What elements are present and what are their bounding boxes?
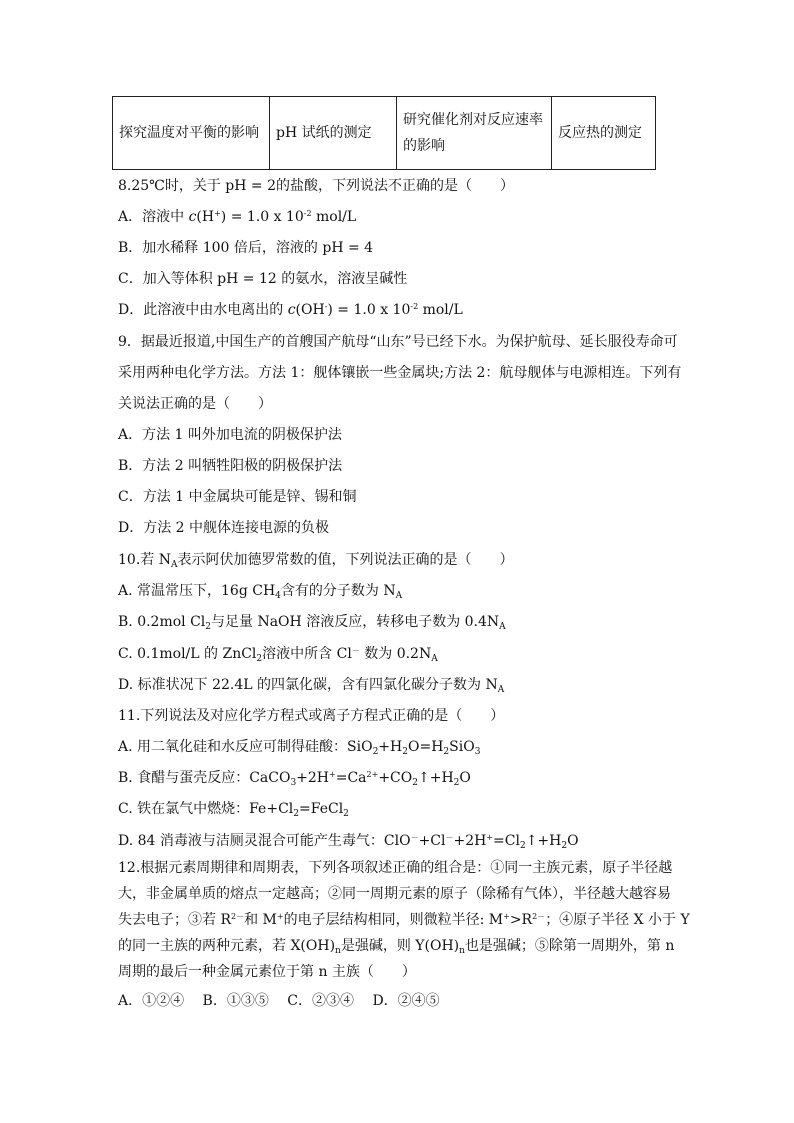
q11-option-b: B. 食醋与蛋壳反应：$CaCO_3+2H^+=Ca^{2+}+CO_2↑+H_2O$ (118, 770, 471, 788)
q8-option-b: B．加水稀释 100 倍后，溶液的 pH = 4 (118, 240, 374, 256)
q8-option-c: C．加入等体积 pH = 12 的氨水，溶液呈碱性 (118, 271, 408, 287)
q9-option-b: B．方法 2 叫牺牲阳极的阴极保护法 (118, 458, 343, 474)
q10-option-b: B. 0.2mol $Cl_2$与足量 NaOH 溶液反应，转移电子数为 $0.4N_A$ (118, 614, 506, 632)
q12-stem: 12.根据元素周期律和周期表，下列各项叙述正确的组合是：①同一主族元素，原子半径越 大，非金属单质的熔点一定越高；②同一周期元素的原子（除稀有气体），半径越大越容易 失去电子；③若 $R^{2-}$和 M+的电子层结构相同，则微粒半径: $M^+>R^{2-}$；④原子半径 X 小于 Y 的同一主族的两种元素，若 $X(OH)_n$是强碱，则 $Y(OH)_n$也是强碱；⑤除第一周期外，第 n 周期的最后一种金属元素位于第 n 主族（ ） (118, 860, 690, 980)
experiment-table (112, 96, 656, 170)
q10-stem: 10.若 $N_A$表示阿伏加德罗常数的值，下列说法正确的是（ ） (118, 552, 514, 570)
q9-option-c: C．方法 1 中金属块可能是锌、锡和铜 (118, 489, 357, 505)
table-cell: 研究催化剂对反应速率的影响 (397, 97, 552, 170)
table-row (113, 97, 656, 170)
table-cell: 反应热的测定 (552, 97, 656, 170)
q10-option-d: D. 标准状况下 22.4L 的四氯化碳，含有四氯化碳分子数为 $N_A$ (118, 677, 505, 695)
q11-option-d: D. 84 消毒液与洁厕灵混合可能产生毒气：$ClO^-+Cl^-+2H^+=Cl_2↑+H_2O$ (118, 833, 579, 851)
q9-stem: 9．据最近报道,中国生产的首艘国产航母“山东”号已经下水。为保护航母、延长服役寿命可 采用两种电化学方法。方法 1：舰体镶嵌一些金属块;方法 2：航母舰体与电源相连。下列有 关说法正确的是（ ） (118, 334, 682, 412)
q8-option-a: A．溶液中 c(H+) = 1.0 x $10^{-2}$ mol/L (118, 209, 357, 225)
q8-stem: 8.25℃时，关于 pH = 2的盐酸，下列说法不正确的是（ ） (118, 178, 514, 194)
q11-option-c: C. 铁在氯气中燃烧：$Fe+Cl_2=FeCl_2$ (118, 801, 349, 819)
q12-options: A．①②④ B．①③⑤ C．②③④ D．②④⑤ (118, 993, 440, 1009)
q10-option-c: C. 0.1mol/L 的 ZnCl$_2$溶液中所含 Cl－ 数为 $0.2N_A$ (118, 646, 438, 664)
table-cell: 探究温度对平衡的影响 (113, 97, 270, 170)
q11-stem: 11.下列说法及对应化学方程式或离子方程式正确的是（ ） (118, 708, 505, 724)
q8-option-d: D．此溶液中由水电离出的 c(OH-) = 1.0 x $10^{-2}$ mol/L (118, 302, 463, 318)
q10-option-a: A. 常温常压下，16g $CH_4$含有的分子数为 $N_A$ (118, 583, 403, 601)
q11-option-a: A. 用二氧化硅和水反应可制得硅酸：$SiO_2+H_2O=H_2SiO_3$ (118, 739, 481, 757)
q9-option-d: D．方法 2 中舰体连接电源的负极 (118, 520, 330, 536)
q9-option-a: A．方法 1 叫外加电流的阴极保护法 (118, 427, 342, 443)
table-cell: pH 试纸的测定 (270, 97, 397, 170)
